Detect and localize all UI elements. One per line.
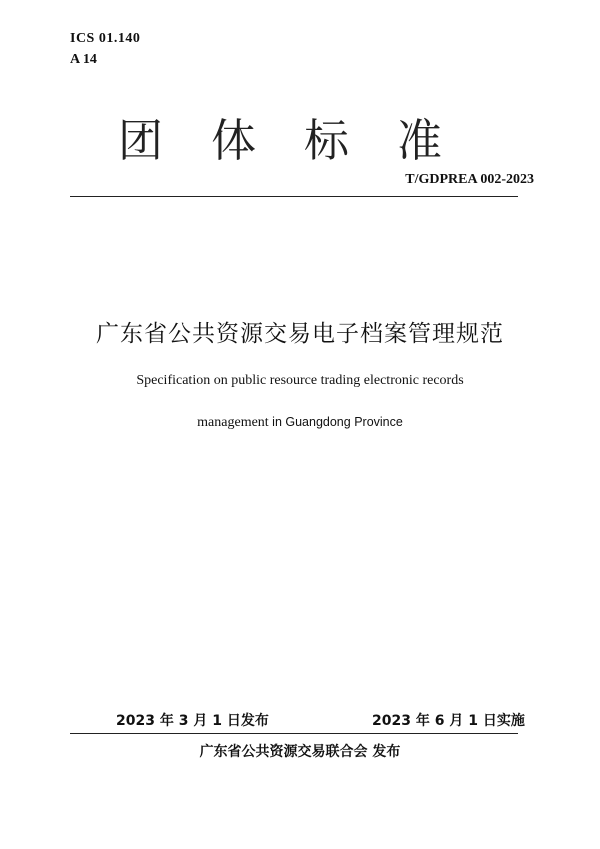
bottom-divider xyxy=(70,733,518,734)
publisher-line: 广东省公共资源交易联合会 发布 xyxy=(199,744,401,760)
english-title-line-2-part-b: in Guangdong Province xyxy=(268,415,403,429)
english-title-line-1: Specification on public resource trading electronic records xyxy=(136,373,464,388)
ics-code: ICS 01.140 xyxy=(70,31,141,46)
document-type-heading: 团体标准 xyxy=(118,114,491,167)
issue-date: 2023 年 3 月 1 日发布 xyxy=(116,713,269,729)
ccs-code: A 14 xyxy=(70,52,97,67)
top-divider xyxy=(70,196,518,197)
english-title-line-2-part-a: management xyxy=(197,415,269,430)
standard-number: T/GDPREA 002-2023 xyxy=(405,172,534,187)
chinese-title: 广东省公共资源交易电子档案管理规范 xyxy=(96,321,504,347)
english-title-line-2 xyxy=(0,414,600,431)
implementation-date: 2023 年 6 月 1 日实施 xyxy=(372,713,525,729)
